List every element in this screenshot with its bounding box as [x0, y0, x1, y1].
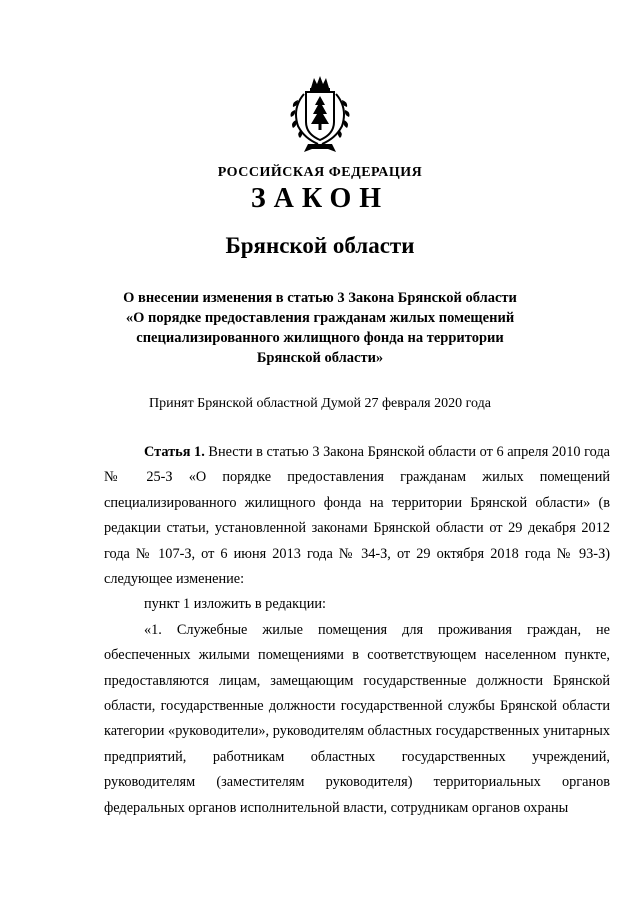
article-label: Статья 1. — [144, 444, 205, 460]
coat-of-arms-icon — [284, 74, 356, 158]
document-body — [104, 440, 610, 821]
subject-line: О внесении изменения в статью 3 Закона Брянской области — [123, 290, 517, 306]
country-title: РОССИЙСКАЯ ФЕДЕРАЦИЯ — [217, 165, 423, 180]
region-title: Брянской области — [225, 233, 415, 258]
adoption-note: Принят Брянской областной Думой 27 февраля 2020 года — [149, 396, 491, 411]
subject-line: Брянской области» — [256, 350, 384, 366]
quote-paragraph: «1. Служебные жилые помещения для проживания граждан, не обеспеченных жилыми помещениями в соответствующем населенном пункте, предоставляются лицам, замещающим государственные должности Брянской области, государственные должности государственной службы Брянской области категории «руководители», руководителям областных государственных унитарных предприятий, работникам областных государственных учреждений, руководителям (заместителям руководителя) территориальных органов федеральных органов исполнительной власти, сотрудникам органов охраны — [104, 621, 610, 816]
article-text: Внести в статью 3 Закона Брянской области от 6 апреля 2010 года № 25-З «О порядке предоставления гражданам жилых помещений специализированного жилищного фонда на территории Брянской области» (в редакции статьи, установленной законами Брянской области от 29 декабря 2012 года № 107-З, от 6 июня 2013 года № 34-З, от 29 октября 2018 года № 93-З) следующее изменение: — [104, 444, 610, 588]
document-type-title: ЗАКОН — [250, 183, 390, 214]
law-subject — [80, 288, 560, 368]
article-paragraph — [104, 440, 610, 592]
subject-line: «О порядке предоставления гражданам жилых помещений — [125, 310, 515, 326]
bryansk-coat-of-arms-icon — [284, 74, 356, 158]
point-paragraph: пункт 1 изложить в редакции: — [144, 596, 326, 613]
subject-line: специализированного жилищного фонда на территории — [136, 330, 504, 346]
